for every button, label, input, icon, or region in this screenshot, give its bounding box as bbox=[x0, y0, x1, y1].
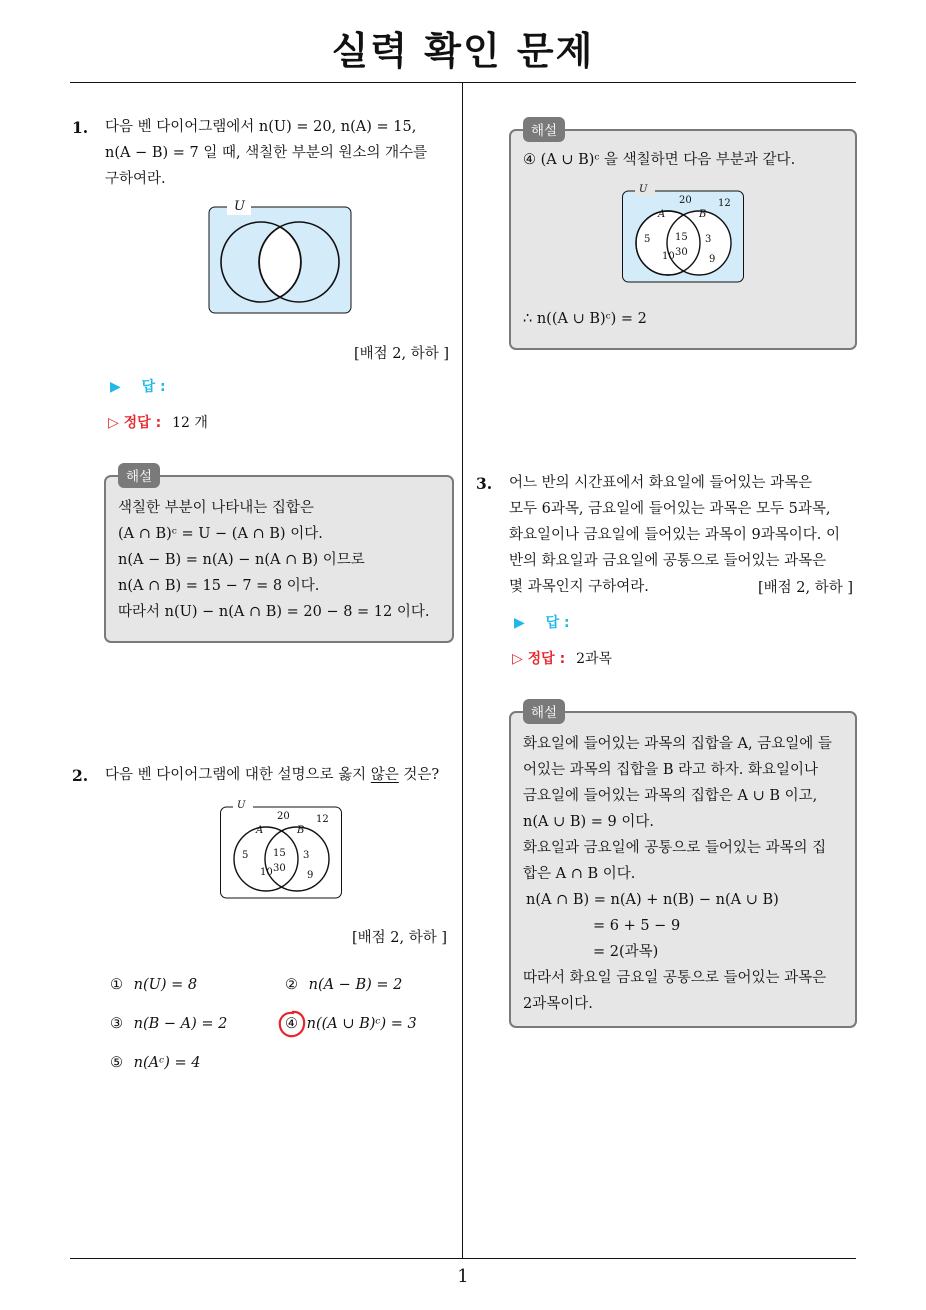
explanation-line: 합은 A ∩ B 이다. bbox=[523, 866, 636, 882]
answer-label: 답 : bbox=[141, 379, 166, 395]
explanation-line: 2과목이다. bbox=[523, 996, 593, 1012]
outline-triangle-icon: ▷ bbox=[108, 415, 119, 431]
correct-answer-value: 2과목 bbox=[576, 651, 613, 667]
top-rule bbox=[70, 82, 856, 83]
question-line: 화요일이나 금요일에 들어있는 과목이 9과목이다. 이 bbox=[509, 527, 841, 543]
choice-mark: ② bbox=[285, 977, 298, 993]
question-line: 다음 벤 다이어그램에서 n(U) = 20, n(A) = 15, bbox=[105, 119, 417, 135]
explanation-line: ④ (A ∪ B)ᶜ 을 색칠하면 다음 부분과 같다. bbox=[523, 152, 796, 168]
question-line: 구하여라. bbox=[105, 171, 166, 187]
question-number: 3. bbox=[476, 474, 493, 493]
choice-1[interactable] bbox=[110, 977, 197, 993]
explanation-line: ∴ n((A ∪ B)ᶜ) = 2 bbox=[523, 311, 647, 327]
choice-text: n(Aᶜ) = 4 bbox=[133, 1055, 201, 1071]
explanation-tag: 해설 bbox=[523, 117, 565, 142]
explanation-text bbox=[523, 731, 853, 1017]
choice-mark: ⑤ bbox=[110, 1055, 123, 1071]
venn-diagram-q1 bbox=[207, 205, 353, 315]
choice-3[interactable] bbox=[110, 1016, 227, 1032]
venn-value: 20 bbox=[679, 195, 692, 206]
correct-answer-row bbox=[108, 412, 208, 432]
venn-label-u: U bbox=[231, 199, 248, 214]
choice-mark: ③ bbox=[110, 1016, 123, 1032]
venn-labels-q2 bbox=[219, 802, 343, 900]
question-line: n(A − B) = 7 일 때, 색칠한 부분의 원소의 개수를 bbox=[105, 145, 428, 161]
selected-answer-circle-icon bbox=[276, 1008, 308, 1040]
correct-answer-row bbox=[512, 648, 612, 668]
venn-value: 10 bbox=[662, 251, 675, 262]
venn-label-a: A bbox=[256, 825, 264, 836]
correct-answer-value: 12 개 bbox=[172, 415, 208, 431]
explanation-tag: 해설 bbox=[118, 463, 160, 488]
venn-value: 9 bbox=[709, 254, 716, 265]
explanation-line: 따라서 n(U) − n(A ∩ B) = 20 − 8 = 12 이다. bbox=[118, 604, 430, 620]
explanation-box bbox=[509, 711, 857, 1028]
venn-label-b: B bbox=[297, 825, 305, 836]
explanation-line: (A ∩ B)ᶜ = U − (A ∩ B) 이다. bbox=[118, 526, 323, 542]
explanation-line: n(A ∪ B) = 9 이다. bbox=[523, 814, 654, 830]
score-label: [배점 2, 하하 ] bbox=[354, 346, 450, 362]
page-number: 1 bbox=[457, 1266, 469, 1287]
play-icon: ▶ bbox=[110, 379, 121, 395]
explanation-line: 화요일과 금요일에 공통으로 들어있는 과목의 집 bbox=[523, 840, 827, 856]
venn-value: 15 bbox=[675, 232, 688, 243]
venn-label-u: U bbox=[639, 184, 648, 195]
venn-value: 30 bbox=[675, 247, 688, 258]
choice-mark: ④ bbox=[285, 1016, 298, 1032]
venn-value: 20 bbox=[277, 811, 290, 822]
question-line: 몇 과목인지 구하여라. bbox=[509, 579, 649, 595]
question-line: 모두 6과목, 금요일에 들어있는 과목은 모두 5과목, bbox=[509, 501, 831, 517]
score-label: [배점 2, 하하 ] bbox=[352, 930, 448, 946]
correct-answer-label: 정답 : bbox=[123, 415, 162, 431]
question-text bbox=[105, 762, 460, 788]
venn-value: 9 bbox=[307, 870, 314, 881]
bottom-rule bbox=[70, 1258, 856, 1259]
choice-5[interactable] bbox=[110, 1055, 200, 1071]
venn-label-a: A bbox=[658, 209, 666, 220]
explanation-tag: 해설 bbox=[523, 699, 565, 724]
correct-answer-label: 정답 : bbox=[527, 651, 566, 667]
choice-text: n(U) = 8 bbox=[133, 977, 198, 993]
choice-text: n(A − B) = 2 bbox=[308, 977, 403, 993]
answer-label: 답 : bbox=[545, 615, 570, 631]
outline-triangle-icon: ▷ bbox=[512, 651, 523, 667]
explanation-line: 따라서 화요일 금요일 공통으로 들어있는 과목은 bbox=[523, 970, 827, 986]
page-title: 실력 확인 문제 bbox=[331, 29, 595, 73]
question-number: 1. bbox=[72, 118, 89, 137]
venn-value: 12 bbox=[316, 814, 329, 825]
venn-labels-shaded bbox=[621, 186, 745, 284]
explanation-line: 어있는 과목의 집합을 B 라고 하자. 화요일이나 bbox=[523, 762, 819, 778]
answer-row bbox=[514, 612, 570, 632]
choice-text: n((A ∪ B)ᶜ) = 3 bbox=[306, 1016, 417, 1032]
explanation-line: n(A ∩ B) = n(A) + n(B) − n(A ∪ B) bbox=[526, 892, 779, 908]
explanation-line: = 6 + 5 − 9 bbox=[593, 918, 681, 934]
explanation-box bbox=[104, 475, 454, 643]
choice-mark: ① bbox=[110, 977, 123, 993]
explanation-text bbox=[118, 495, 448, 625]
venn-value: 12 bbox=[718, 198, 731, 209]
explanation-line: 금요일에 들어있는 과목의 집합은 A ∪ B 이고, bbox=[523, 788, 818, 804]
question-line: 어느 반의 시간표에서 화요일에 들어있는 과목은 bbox=[509, 475, 813, 491]
venn-value: 3 bbox=[705, 234, 712, 245]
question-emphasis: 않은 bbox=[370, 767, 399, 783]
venn-value: 5 bbox=[242, 850, 249, 861]
explanation-line: = 2(과목) bbox=[593, 944, 659, 960]
explanation-line: 색칠한 부분이 나타내는 집합은 bbox=[118, 500, 314, 516]
explanation-line: n(A ∩ B) = 15 − 7 = 8 이다. bbox=[118, 578, 320, 594]
venn-value: 5 bbox=[644, 234, 651, 245]
question-text-after: 것은? bbox=[398, 767, 440, 783]
answer-row bbox=[110, 376, 166, 396]
question-number: 2. bbox=[72, 766, 89, 785]
venn-value: 15 bbox=[273, 848, 286, 859]
score-label: [배점 2, 하하 ] bbox=[758, 580, 854, 596]
explanation-line: n(A − B) = n(A) − n(A ∩ B) 이므로 bbox=[118, 552, 365, 568]
column-divider bbox=[462, 82, 463, 1258]
choice-text: n(B − A) = 2 bbox=[133, 1016, 228, 1032]
choice-2[interactable] bbox=[285, 977, 402, 993]
question-text-before: 다음 벤 다이어그램에 대한 설명으로 옳지 bbox=[105, 767, 371, 783]
venn-label-u: U bbox=[237, 800, 246, 811]
venn-value: 10 bbox=[260, 867, 273, 878]
venn-label-b: B bbox=[699, 209, 707, 220]
play-icon: ▶ bbox=[514, 615, 525, 631]
venn-value: 30 bbox=[273, 863, 286, 874]
explanation-line: 화요일에 들어있는 과목의 집합을 A, 금요일에 들 bbox=[523, 736, 832, 752]
question-text bbox=[105, 114, 455, 192]
question-line: 반의 화요일과 금요일에 공통으로 들어있는 과목은 bbox=[509, 553, 827, 569]
venn-value: 3 bbox=[303, 850, 310, 861]
